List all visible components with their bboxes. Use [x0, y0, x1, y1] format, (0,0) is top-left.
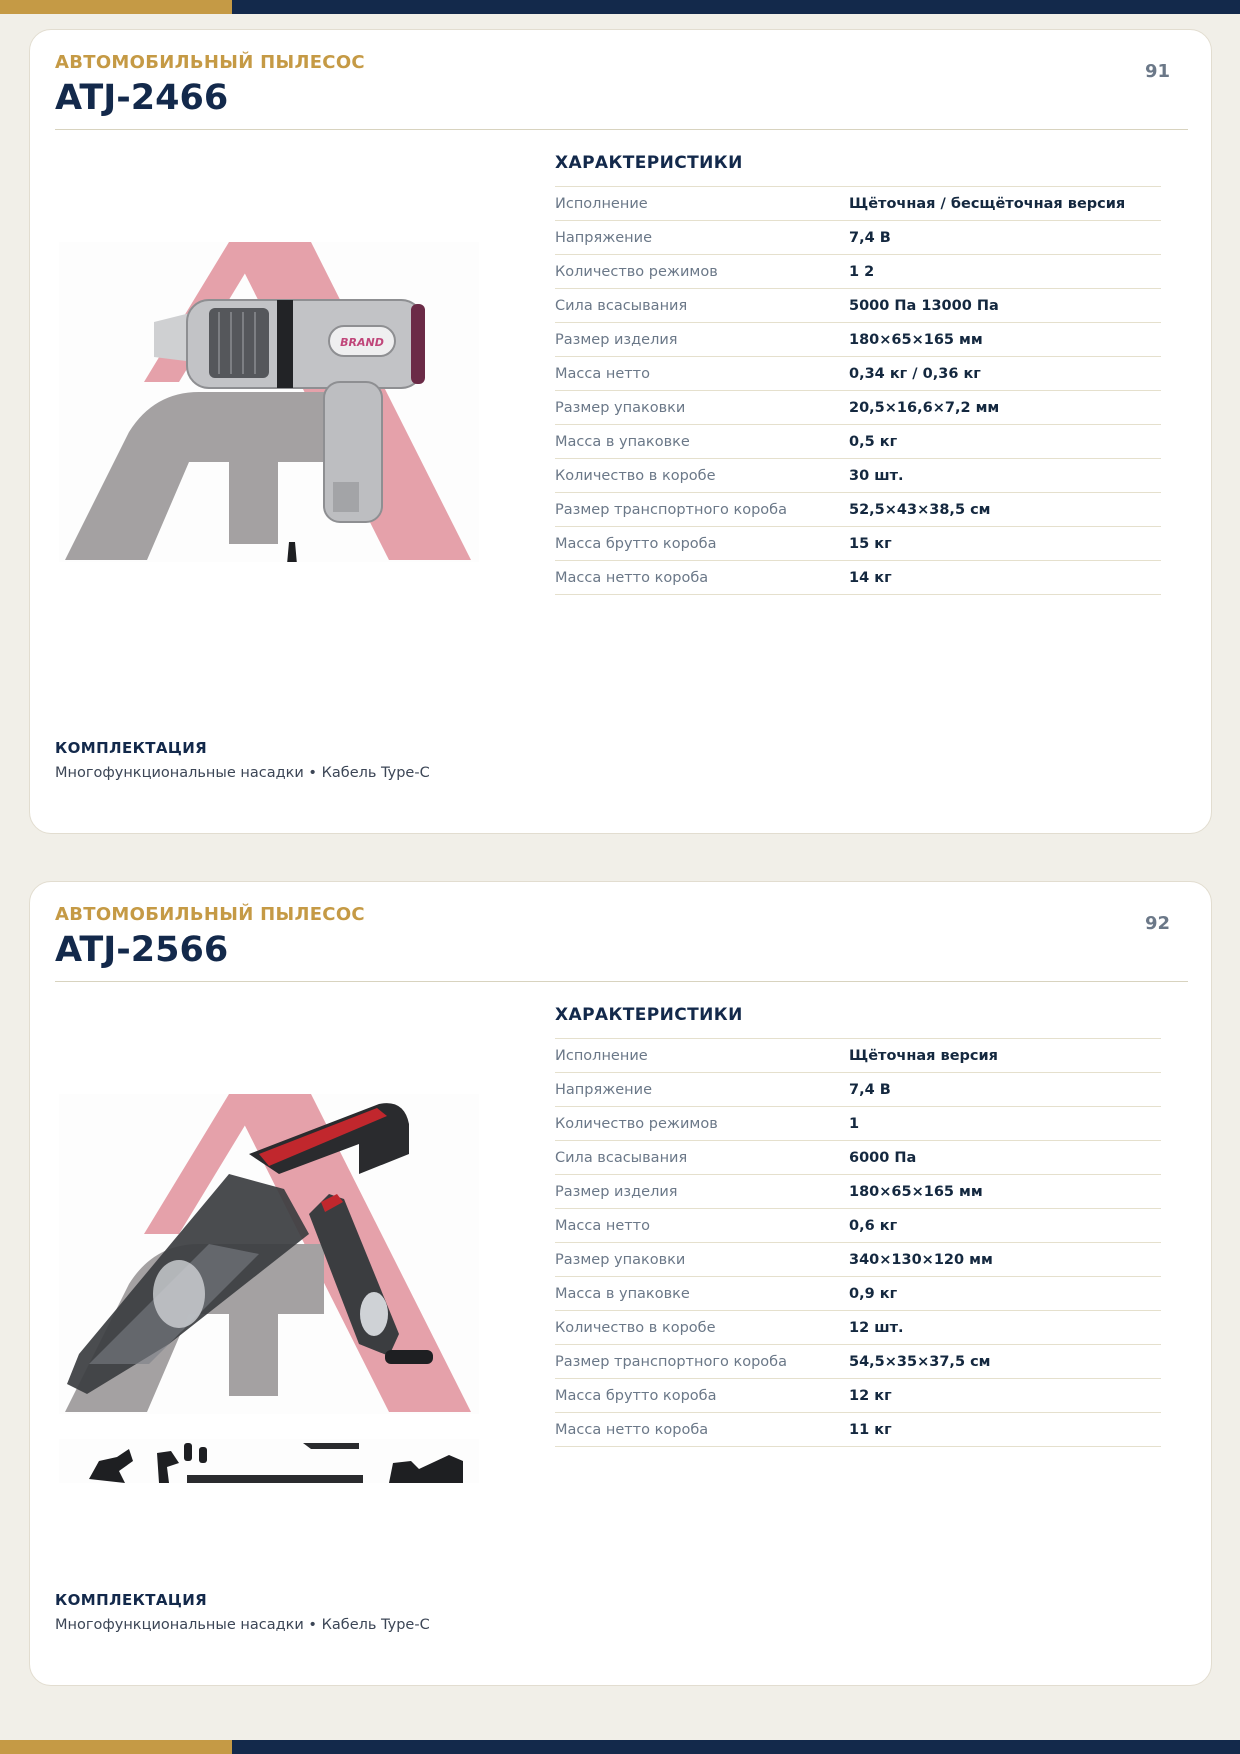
vacuum-band: [277, 300, 293, 388]
small-vacuum-filter: [360, 1292, 388, 1336]
product-category: АВТОМОБИЛЬНЫЙ ПЫЛЕСОС: [55, 52, 365, 73]
spec-label: Исполнение: [555, 187, 849, 221]
spec-value: Щёточная версия: [849, 1039, 1161, 1073]
table-row: [555, 187, 1161, 221]
table-row: [555, 1243, 1161, 1277]
spec-value: 0,5 кг: [849, 425, 1161, 459]
kit-text: Многофункциональные насадки • Кабель Type-C: [55, 765, 430, 781]
table-row: [555, 1141, 1161, 1175]
specs-title: ХАРАКТЕРИСТИКИ: [555, 1005, 743, 1025]
table-row: [555, 357, 1161, 391]
spec-label: Количество в коробе: [555, 459, 849, 493]
spec-value: 6000 Па: [849, 1141, 1161, 1175]
kit-title: КОМПЛЕКТАЦИЯ: [55, 1591, 208, 1609]
vacuum-grip: [333, 482, 359, 512]
spec-label: Масса брутто короба: [555, 527, 849, 561]
accessory-hose: [187, 1475, 363, 1483]
spec-value: 180×65×165 мм: [849, 1175, 1161, 1209]
spec-label: Масса нетто: [555, 357, 849, 391]
spec-label: Размер транспортного короба: [555, 1345, 849, 1379]
spec-value: 7,4 В: [849, 221, 1161, 255]
table-row: [555, 1413, 1161, 1447]
spec-value: 14 кг: [849, 561, 1161, 595]
spec-label: Сила всасывания: [555, 1141, 849, 1175]
spec-label: Напряжение: [555, 221, 849, 255]
brand-label: BRAND: [340, 336, 384, 349]
spec-value: 12 шт.: [849, 1311, 1161, 1345]
spec-label: Сила всасывания: [555, 289, 849, 323]
spec-value: 11 кг: [849, 1413, 1161, 1447]
kit-text: Многофункциональные насадки • Кабель Type-C: [55, 1617, 430, 1633]
spec-value: 180×65×165 мм: [849, 323, 1161, 357]
product-category: АВТОМОБИЛЬНЫЙ ПЫЛЕСОС: [55, 904, 365, 925]
table-row: [555, 493, 1161, 527]
spec-label: Масса в упаковке: [555, 425, 849, 459]
spec-value: 7,4 В: [849, 1073, 1161, 1107]
spec-label: Масса нетто короба: [555, 561, 849, 595]
table-row: [555, 425, 1161, 459]
spec-value: 15 кг: [849, 527, 1161, 561]
spec-value: 52,5×43×38,5 см: [849, 493, 1161, 527]
spec-value: 30 шт.: [849, 459, 1161, 493]
product-card: [29, 29, 1212, 834]
spec-value: 1: [849, 1107, 1161, 1141]
table-row: [555, 289, 1161, 323]
band-gold-segment: [0, 1740, 232, 1754]
spec-value: 1 2: [849, 255, 1161, 289]
product-model: ATJ-2466: [55, 78, 229, 118]
spec-value: 5000 Па 13000 Па: [849, 289, 1161, 323]
spec-value: 12 кг: [849, 1379, 1161, 1413]
accessory-tip: [184, 1443, 192, 1461]
product-image: [59, 242, 479, 562]
small-vacuum-nozzle: [385, 1350, 433, 1364]
spec-value: 340×130×120 мм: [849, 1243, 1161, 1277]
vacuum-back-cap: [411, 304, 425, 384]
spec-label: Напряжение: [555, 1073, 849, 1107]
spec-label: Размер упаковки: [555, 391, 849, 425]
spec-label: Размер изделия: [555, 323, 849, 357]
table-row: [555, 459, 1161, 493]
accessories-image: [59, 1439, 479, 1483]
specs-table: [555, 186, 1161, 595]
specs-table: [555, 1038, 1161, 1447]
table-row: [555, 1345, 1161, 1379]
table-row: [555, 1311, 1161, 1345]
spec-value: 54,5×35×37,5 см: [849, 1345, 1161, 1379]
spec-label: Размер упаковки: [555, 1243, 849, 1277]
table-row: [555, 1209, 1161, 1243]
spec-label: Масса нетто короба: [555, 1413, 849, 1447]
spec-label: Масса в упаковке: [555, 1277, 849, 1311]
header-divider: [55, 981, 1188, 982]
table-row: [555, 1107, 1161, 1141]
page-number: 92: [1144, 913, 1170, 934]
spec-value: Щёточная / бесщёточная версия: [849, 187, 1161, 221]
spec-label: Количество режимов: [555, 255, 849, 289]
table-row: [555, 1379, 1161, 1413]
spec-value: 0,34 кг / 0,36 кг: [849, 357, 1161, 391]
table-row: [555, 221, 1161, 255]
table-row: [555, 561, 1161, 595]
table-row: [555, 1039, 1161, 1073]
bottom-color-band: [0, 1740, 1240, 1754]
spec-label: Количество режимов: [555, 1107, 849, 1141]
band-gold-segment: [0, 0, 232, 14]
table-row: [555, 323, 1161, 357]
table-row: [555, 1277, 1161, 1311]
spec-label: Масса брутто короба: [555, 1379, 849, 1413]
spec-value: 0,9 кг: [849, 1277, 1161, 1311]
product-model: ATJ-2566: [55, 930, 229, 970]
spec-label: Количество в коробе: [555, 1311, 849, 1345]
band-navy-segment: [232, 1740, 1240, 1754]
table-row: [555, 527, 1161, 561]
table-row: [555, 391, 1161, 425]
table-row: [555, 1073, 1161, 1107]
table-row: [555, 1175, 1161, 1209]
accessory-crevice-tool: [303, 1443, 359, 1449]
spec-label: Исполнение: [555, 1039, 849, 1073]
spec-label: Размер транспортного короба: [555, 493, 849, 527]
table-row: [555, 255, 1161, 289]
spec-label: Масса нетто: [555, 1209, 849, 1243]
spec-value: 0,6 кг: [849, 1209, 1161, 1243]
kit-title: КОМПЛЕКТАЦИЯ: [55, 739, 208, 757]
page-number: 91: [1144, 61, 1170, 82]
spec-value: 20,5×16,6×7,2 мм: [849, 391, 1161, 425]
band-navy-segment: [232, 0, 1240, 14]
vacuum-filter: [153, 1260, 205, 1328]
product-card: [29, 881, 1212, 1686]
accessory-tip: [199, 1447, 207, 1463]
header-divider: [55, 129, 1188, 130]
spec-label: Размер изделия: [555, 1175, 849, 1209]
specs-title: ХАРАКТЕРИСТИКИ: [555, 153, 743, 173]
top-color-band: [0, 0, 1240, 14]
product-image: [59, 1094, 479, 1414]
